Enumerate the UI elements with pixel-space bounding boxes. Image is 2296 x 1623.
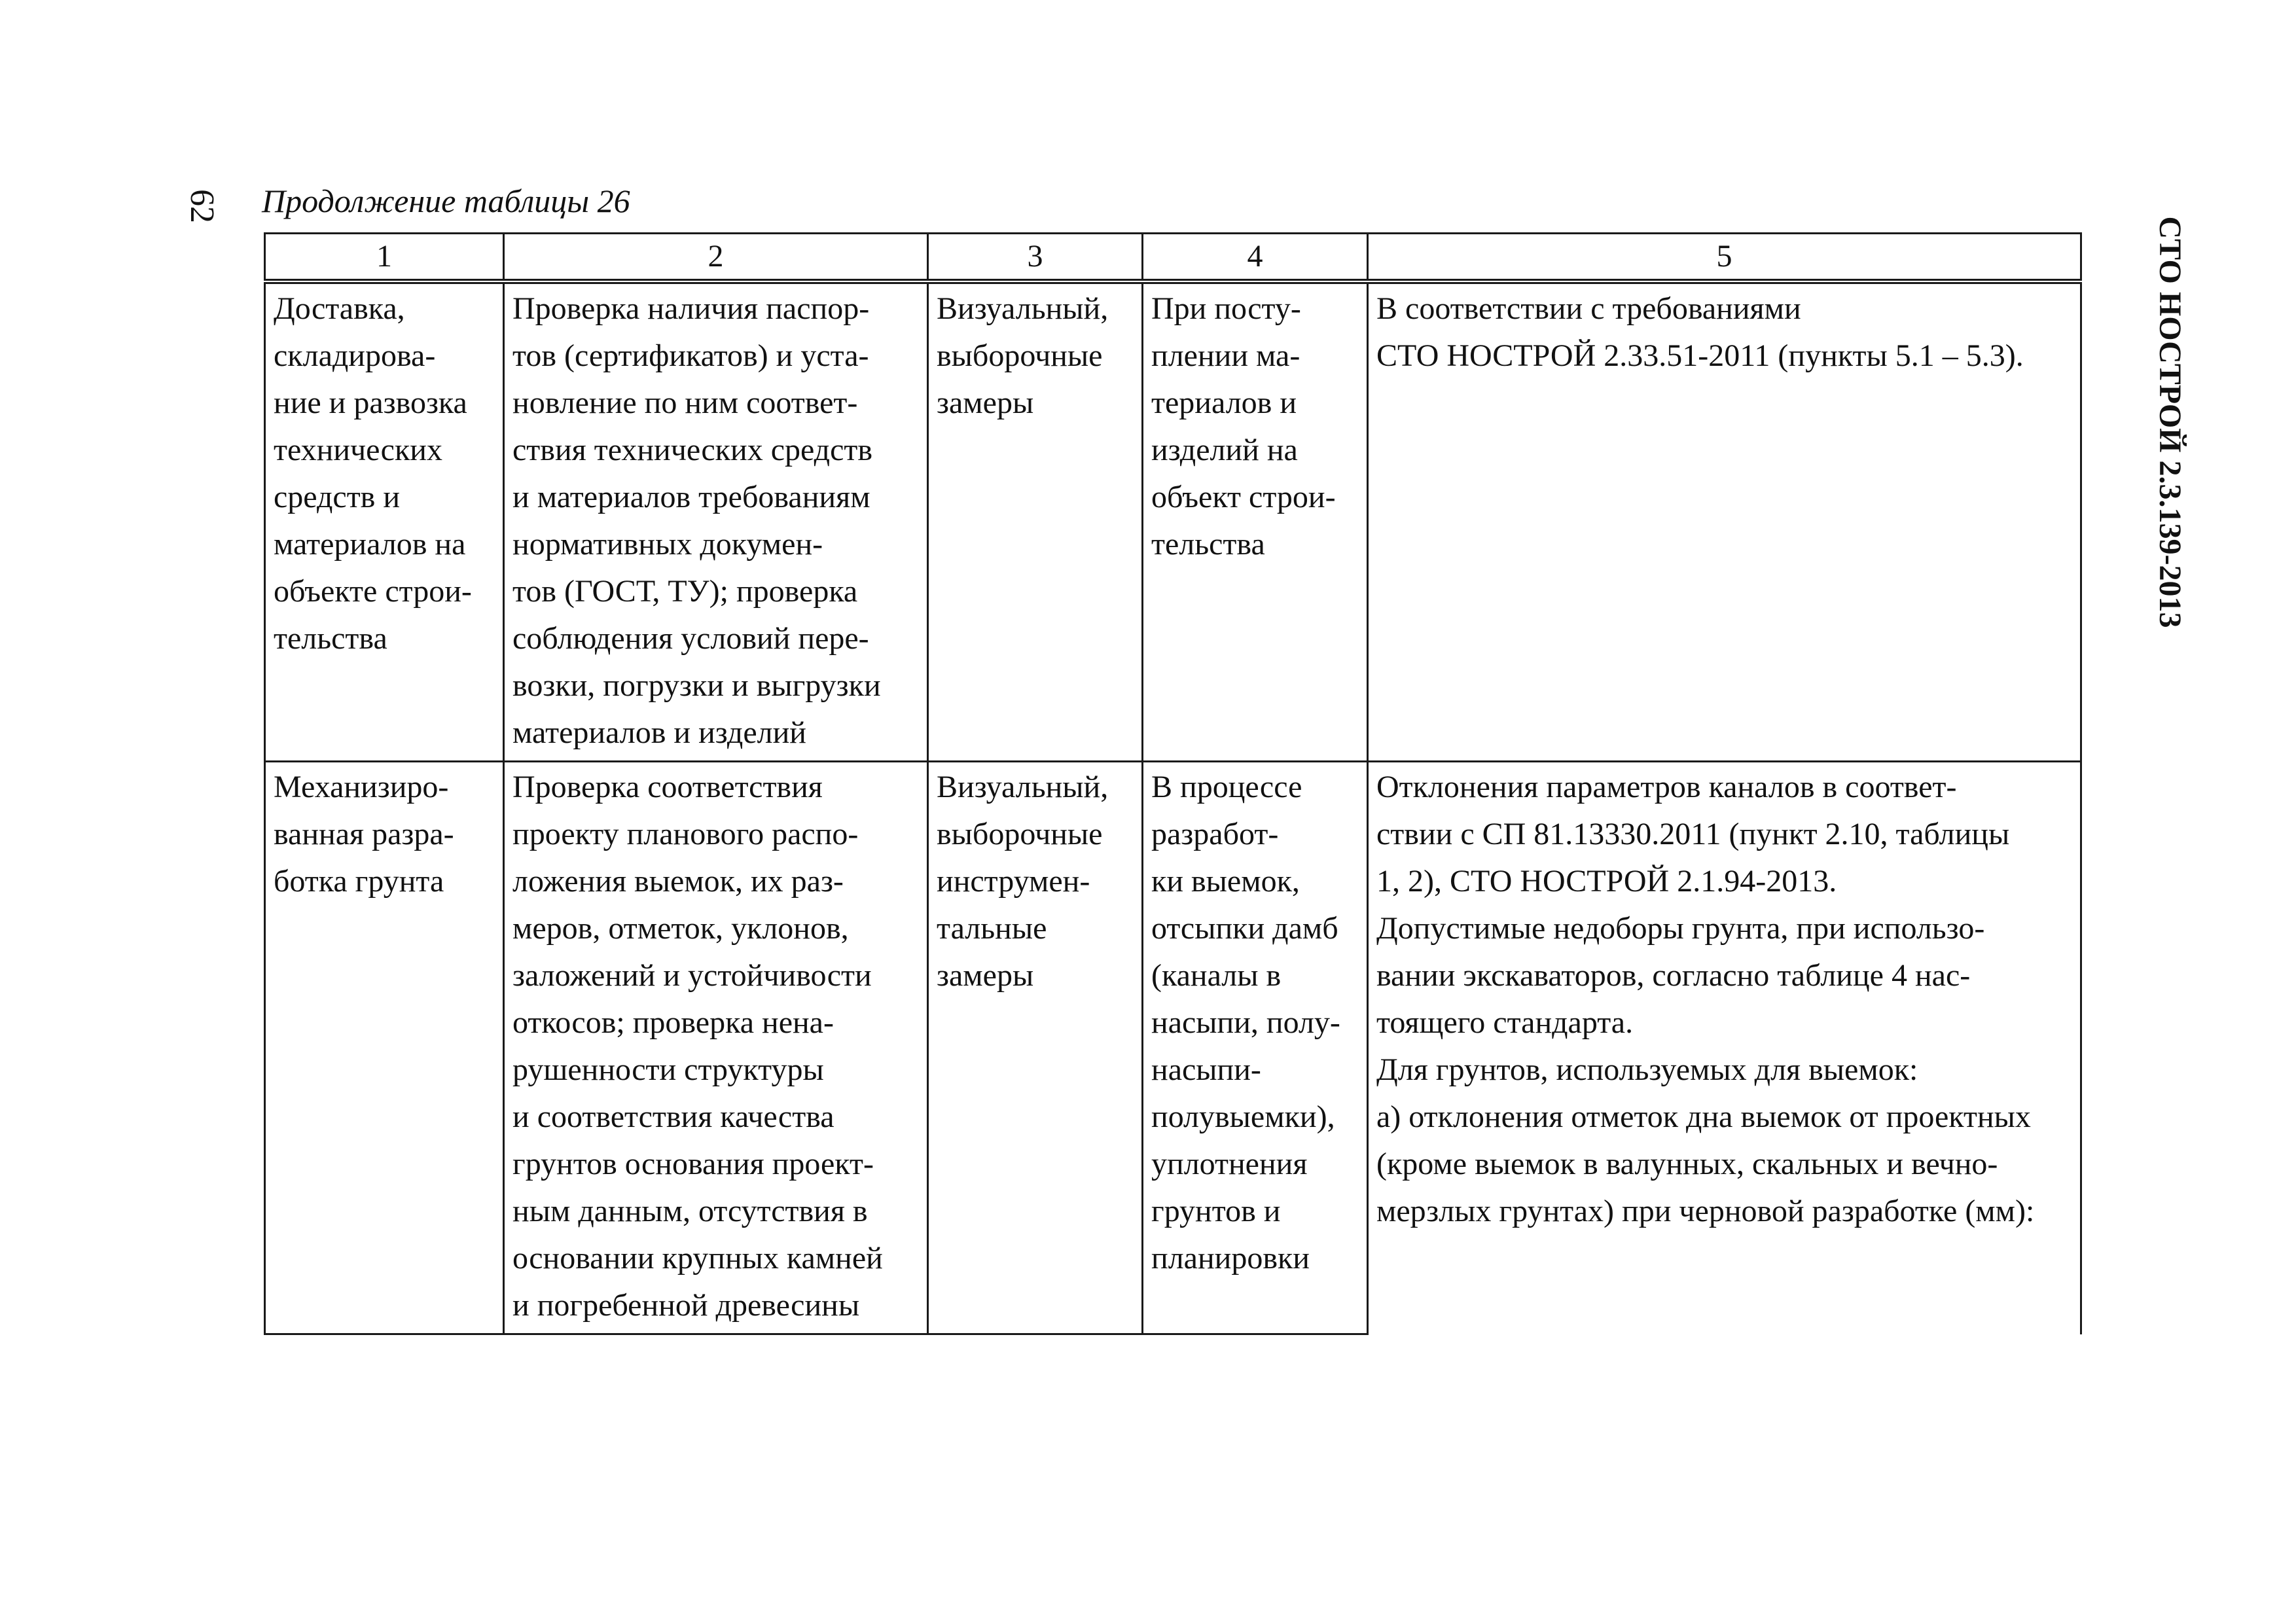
cell-text-line: материалов и изделий <box>512 715 806 750</box>
cell-text-line: Отклонения параметров каналов в соответ- <box>1376 770 1957 804</box>
cell-text-line: и погребенной древесины <box>512 1288 860 1323</box>
cell-text-line: нормативных докумен- <box>512 527 823 562</box>
cell-text-line: средств и <box>274 480 401 514</box>
cell-text-line: замеры <box>937 958 1034 993</box>
table-cell-col-2 <box>504 281 928 762</box>
cell-text-line: материалов на <box>274 527 466 562</box>
cell-text-line: инструмен- <box>937 864 1090 899</box>
cell-text-line: Механизиро- <box>274 770 449 804</box>
page-number: 62 <box>183 189 221 223</box>
cell-text-line: замеры <box>937 385 1034 420</box>
cell-text-line: мерзлых грунтах) при черновой разработке (мм): <box>1376 1194 2035 1228</box>
cell-text-line: возки, погрузки и выгрузки <box>512 668 881 703</box>
cell-text-line: ным данным, отсутствия в <box>512 1194 868 1228</box>
cell-text-line: ние и развозка <box>274 385 467 420</box>
table-row <box>265 281 2081 762</box>
cell-text-line: выборочные <box>937 338 1103 373</box>
table-row <box>265 762 2081 1334</box>
cell-text-line: тельства <box>1151 527 1265 562</box>
standards-table <box>264 232 2082 1335</box>
cell-text-line: При посту- <box>1151 291 1301 326</box>
cell-text-line: Визуальный, <box>937 291 1109 326</box>
column-header-1: 1 <box>265 234 504 282</box>
cell-text-line: грунтов и <box>1151 1194 1281 1228</box>
cell-text-line: тельства <box>274 621 387 656</box>
cell-text-line: планировки <box>1151 1241 1310 1275</box>
column-header-3: 3 <box>928 234 1143 282</box>
cell-text-line: складирова- <box>274 338 436 373</box>
cell-text-line: плении ма- <box>1151 338 1300 373</box>
cell-text-line: тов (ГОСТ, ТУ); проверка <box>512 574 858 609</box>
cell-text-line: откосов; проверка нена- <box>512 1005 834 1040</box>
column-header-2: 2 <box>504 234 928 282</box>
cell-text-line: технических <box>274 433 442 467</box>
table-cell-col-3 <box>928 762 1143 1334</box>
cell-text-line: СТО НОСТРОЙ 2.33.51-2011 (пункты 5.1 – 5.3). <box>1376 338 2024 373</box>
cell-text-line: меров, отметок, уклонов, <box>512 911 849 946</box>
cell-text-line: ложения выемок, их раз- <box>512 864 844 899</box>
cell-text-line: объекте строи- <box>274 574 472 609</box>
cell-text-line: тальные <box>937 911 1047 946</box>
cell-text-line: Проверка наличия паспор- <box>512 291 870 326</box>
header-row <box>265 234 2081 282</box>
cell-text-line: (каналы в <box>1151 958 1282 993</box>
cell-text-line: и соответствия качества <box>512 1099 834 1134</box>
cell-text-line: выборочные <box>937 817 1103 851</box>
cell-text-line: тов (сертификатов) и уста- <box>512 338 869 373</box>
table-cell-col-3 <box>928 281 1143 762</box>
cell-text-line: насыпи, полу- <box>1151 1005 1340 1040</box>
cell-text-line: Допустимые недоборы грунта, при использо- <box>1376 911 1985 946</box>
cell-text-line: Визуальный, <box>937 770 1109 804</box>
cell-text-line: и материалов требованиям <box>512 480 870 514</box>
table-caption: Продолжение таблицы 26 <box>262 183 630 219</box>
cell-text-line: Проверка соответствия <box>512 770 823 804</box>
document-code: СТО НОСТРОЙ 2.3.139-2013 <box>2153 216 2187 628</box>
cell-text-line: териалов и <box>1151 385 1297 420</box>
cell-text-line: полувыемки), <box>1151 1099 1335 1134</box>
cell-text-line: вании экскаваторов, согласно таблице 4 нас- <box>1376 958 1971 993</box>
cell-text-line: а) отклонения отметок дна выемок от проектных <box>1376 1099 2031 1134</box>
column-header-4: 4 <box>1143 234 1368 282</box>
cell-text-line: тоящего стандарта. <box>1376 1005 1634 1040</box>
cell-text-line: ствии с СП 81.13330.2011 (пункт 2.10, таблицы <box>1376 817 2010 851</box>
cell-text-line: грунтов основания проект- <box>512 1147 874 1181</box>
cell-text-line: основании крупных камней <box>512 1241 883 1275</box>
table-container <box>264 232 2080 1335</box>
cell-text-line: уплотнения <box>1151 1147 1308 1181</box>
cell-text-line: заложений и устойчивости <box>512 958 872 993</box>
cell-text-line: (кроме выемок в валунных, скальных и вечно- <box>1376 1147 1998 1181</box>
table-cell-col-4 <box>1143 762 1368 1334</box>
cell-text-line: ванная разра- <box>274 817 454 851</box>
cell-text-line: соблюдения условий пере- <box>512 621 869 656</box>
table-body <box>265 281 2081 1334</box>
cell-text-line: насыпи- <box>1151 1052 1261 1087</box>
table-cell-col-2 <box>504 762 928 1334</box>
cell-text-line: рушенности структуры <box>512 1052 824 1087</box>
cell-text-line: В процессе <box>1151 770 1302 804</box>
column-header-5: 5 <box>1368 234 2081 282</box>
cell-text-line: изделий на <box>1151 433 1298 467</box>
table-cell-col-5 <box>1368 281 2081 762</box>
cell-text-line: ки выемок, <box>1151 864 1300 899</box>
cell-text-line: новление по ним соответ- <box>512 385 858 420</box>
cell-text-line: 1, 2), СТО НОСТРОЙ 2.1.94-2013. <box>1376 864 1837 899</box>
cell-text-line: объект строи- <box>1151 480 1336 514</box>
cell-text-line: ствия технических средств <box>512 433 873 467</box>
cell-text-line: ботка грунта <box>274 864 444 899</box>
cell-text-line: Доставка, <box>274 291 405 326</box>
cell-text-line: разработ- <box>1151 817 1279 851</box>
table-cell-col-1 <box>265 762 504 1334</box>
cell-text-line: проекту планового распо- <box>512 817 859 851</box>
table-cell-col-1 <box>265 281 504 762</box>
cell-text-line: отсыпки дамб <box>1151 911 1338 946</box>
table-cell-col-5 <box>1368 762 2081 1334</box>
cell-text-line: В соответствии с требованиями <box>1376 291 1801 326</box>
table-cell-col-4 <box>1143 281 1368 762</box>
cell-text-line: Для грунтов, используемых для выемок: <box>1376 1052 1918 1087</box>
